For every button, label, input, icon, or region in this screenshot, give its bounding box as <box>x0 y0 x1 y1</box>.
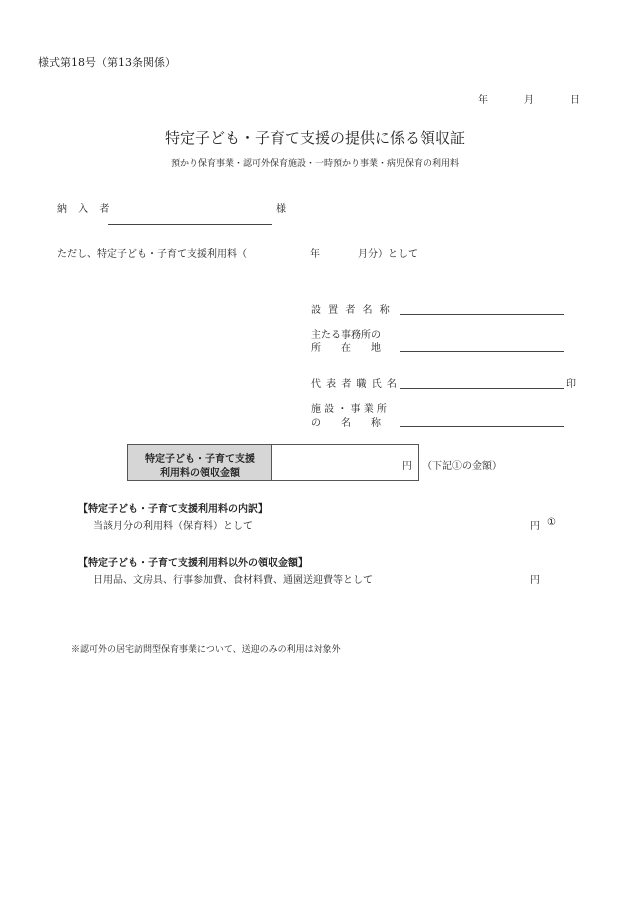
office-address-label-1: 主たる事務所の <box>311 330 381 341</box>
breakdown-heading: 【特定子ども・子育て支援利用料の内訳】 <box>78 504 268 515</box>
amount-label-line2: 利用料の領収金額 <box>160 468 240 479</box>
date-day-label: 日 <box>570 95 580 106</box>
other-unit: 円 <box>530 575 540 586</box>
facility-name-label-2: の 名 称 <box>311 418 381 429</box>
other-item: 日用品、文房具、行事参加費、食材料費、通園送迎費等として <box>93 575 373 586</box>
payer-underline <box>108 224 272 225</box>
payer-label: 納 入 者 <box>57 204 114 215</box>
representative-underline <box>400 388 564 389</box>
amount-note: （下記①の金額） <box>422 461 502 472</box>
page-subtitle: 預かり保育事業・認可外保育施設・一時預かり事業・病児保育の利用料 <box>170 159 459 169</box>
purpose-month: 月分）として <box>358 249 418 260</box>
facility-name-underline <box>400 426 564 427</box>
facility-name-label-1: 施 設 ・ 事 業 所 <box>311 404 387 415</box>
date-month-label: 月 <box>524 95 534 106</box>
purpose-year: 年 <box>310 249 320 260</box>
payer-suffix: 様 <box>276 204 286 215</box>
office-address-underline <box>400 351 564 352</box>
seal-mark: 印 <box>566 379 576 390</box>
amount-value-cell[interactable] <box>271 444 419 481</box>
form-number: 様式第18号（第13条関係） <box>38 56 176 69</box>
breakdown-item: 当該月分の利用料（保育料）として <box>93 521 253 532</box>
breakdown-unit: 円 <box>530 521 540 532</box>
installer-name-underline <box>400 314 564 315</box>
date-year-label: 年 <box>478 95 488 106</box>
office-address-label-2: 所 在 地 <box>311 343 381 354</box>
footnote: ※認可外の居宅訪問型保育事業について、送迎のみの利用は対象外 <box>71 645 341 655</box>
amount-label-cell <box>127 444 272 481</box>
purpose-text: ただし、特定子ども・子育て支援利用料（ <box>57 249 247 260</box>
amount-unit: 円 <box>402 461 412 472</box>
amount-label-line1: 特定子ども・子育て支援 <box>145 454 255 465</box>
other-heading: 【特定子ども・子育て支援利用料以外の領収金額】 <box>78 558 308 569</box>
installer-name-label: 設 置 者 名 称 <box>311 305 392 316</box>
representative-label: 代 表 者 職 氏 名 <box>311 379 398 390</box>
page-title: 特定子ども・子育て支援の提供に係る領収証 <box>164 129 465 147</box>
breakdown-marker: ① <box>547 517 556 528</box>
